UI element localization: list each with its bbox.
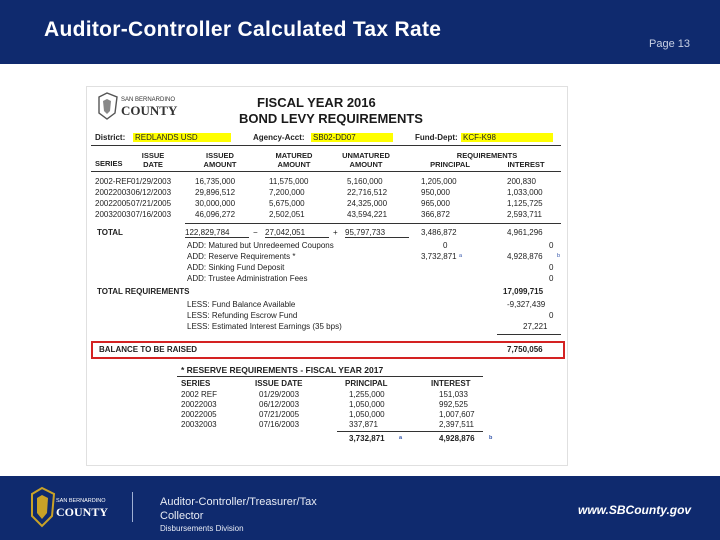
district-value: REDLANDS USD xyxy=(133,133,231,142)
footer-website-link[interactable]: www.SBCounty.gov xyxy=(578,503,692,517)
balance-label: BALANCE TO BE RAISED xyxy=(99,345,198,354)
footer-dept-line2: Collector xyxy=(160,510,204,522)
agency-value: SB02-DD07 xyxy=(311,133,393,142)
slide-footer xyxy=(0,476,720,540)
agency-label: Agency-Acct: xyxy=(253,133,305,142)
reserve-requirements-table: * RESERVE REQUIREMENTS - FISCAL YEAR 2017 SERIES ISSUE DATE PRINCIPAL INTEREST 2002 REF 01/29/2003 1,255,000 151,033 20022003 06/12/2003 1,050,000 992,525 20022005 07/21/2005 1,050,000 1,007,607 20032003 07/16/2003 337,871 2,397,511 3,732,871 a 4,928,876 b xyxy=(177,365,487,463)
reserve-title: * RESERVE REQUIREMENTS - FISCAL YEAR 2017 xyxy=(181,365,384,375)
col-interest: INTEREST xyxy=(507,160,545,169)
doc-logo-line2: COUNTY xyxy=(121,103,178,118)
col-matured: MATURED AMOUNT xyxy=(275,151,313,169)
footer-logo-line1: SAN BERNARDINO xyxy=(56,498,106,504)
county-logo-icon xyxy=(93,91,187,121)
doc-title-line1: FISCAL YEAR 2016 xyxy=(257,95,376,110)
col-issued-amount: ISSUED AMOUNT xyxy=(203,151,237,169)
bond-levy-document: SAN BERNARDINO COUNTY FISCAL YEAR 2016 BOND LEVY REQUIREMENTS District: REDLANDS USD Agency-Acct: SB02-DD07 Fund-Dept: KCF-K98 SERIES ISSUE DATE ISSUED AMOUNT MATURED AMOUNT UNMATURED AMOUNT REQUIREMENTS PRINCIPAL INTEREST 2002-REF 01/29/2003 16,735,000 11,575,000 5,160,000 1,205,000 200,830 20022003 06/12/2003 29,896,512 7,200,000 22,716,512 950,000 1,033,000 20022005 07/21/2005 30,000,000 5,675,000 24,325,000 965,000 1,125,725 20032003 07/16/2003 46,096,272 2,502,051 43,594,221 366,872 2,593,711 TOTAL 122,829,784 − 27,042,051 + 95,797,733 3,486,872 4,961,296 ADD: Matured but Unredeemed Coupons 0 0 ADD: Reserve Requirements * 3,732,871 a 4,928,876 b ADD: Sinking Fund Deposit 0 ADD: Trustee Administration Fees 0 TOTAL REQUIREMENTS 17,099,715 LESS: Fund Balance Available -9,327,439 LESS: Refunding Escrow Fund 0 LESS: Estimated Interest Earnings (35 bps) 27,221 BALANCE TO BE RAISED 7,750,056 * RESERVE REQUIREMENTS - FISCAL YEAR 2017 SERIES ISSUE DATE PRINCIPAL INTEREST 2002 REF 01/29/2003 1,255,000 151,033 20022003 06/12/2003 1,050,000 992,525 20022005 07/21/2005 1,050,000 1,007,607 20032003 07/16/2003 337,871 2,397,511 3,732,871 a 4,928,876 b xyxy=(86,86,568,466)
slide-title: Auditor-Controller Calculated Tax Rate xyxy=(44,18,442,41)
divider xyxy=(185,223,561,224)
doc-logo-line1: SAN BERNARDINO xyxy=(121,97,176,103)
divider xyxy=(337,431,483,432)
col-principal: PRINCIPAL xyxy=(430,160,470,169)
doc-title-line2: BOND LEVY REQUIREMENTS xyxy=(239,111,423,126)
slide-header xyxy=(0,0,720,64)
col-issue-date: ISSUE DATE xyxy=(141,151,165,169)
col-series: SERIES xyxy=(95,159,123,168)
col-unmatured: UNMATURED AMOUNT xyxy=(342,151,390,169)
divider xyxy=(177,376,483,377)
district-label: District: xyxy=(95,133,126,142)
fund-value: KCF-K98 xyxy=(461,133,553,142)
divider xyxy=(91,145,561,146)
col-requirements: REQUIREMENTS xyxy=(456,151,518,160)
balance-value: 7,750,056 xyxy=(507,345,543,354)
divider xyxy=(91,171,561,172)
fund-label: Fund-Dept: xyxy=(415,133,458,142)
footer-dept-line1: Auditor-Controller/Treasurer/Tax xyxy=(160,496,317,508)
county-logo-icon xyxy=(28,484,108,532)
footer-division: Disbursements Division xyxy=(160,524,244,533)
divider xyxy=(497,334,561,335)
footer-logo-line2: COUNTY xyxy=(56,505,108,519)
footer-divider xyxy=(132,492,133,522)
page-number: Page 13 xyxy=(649,38,690,50)
